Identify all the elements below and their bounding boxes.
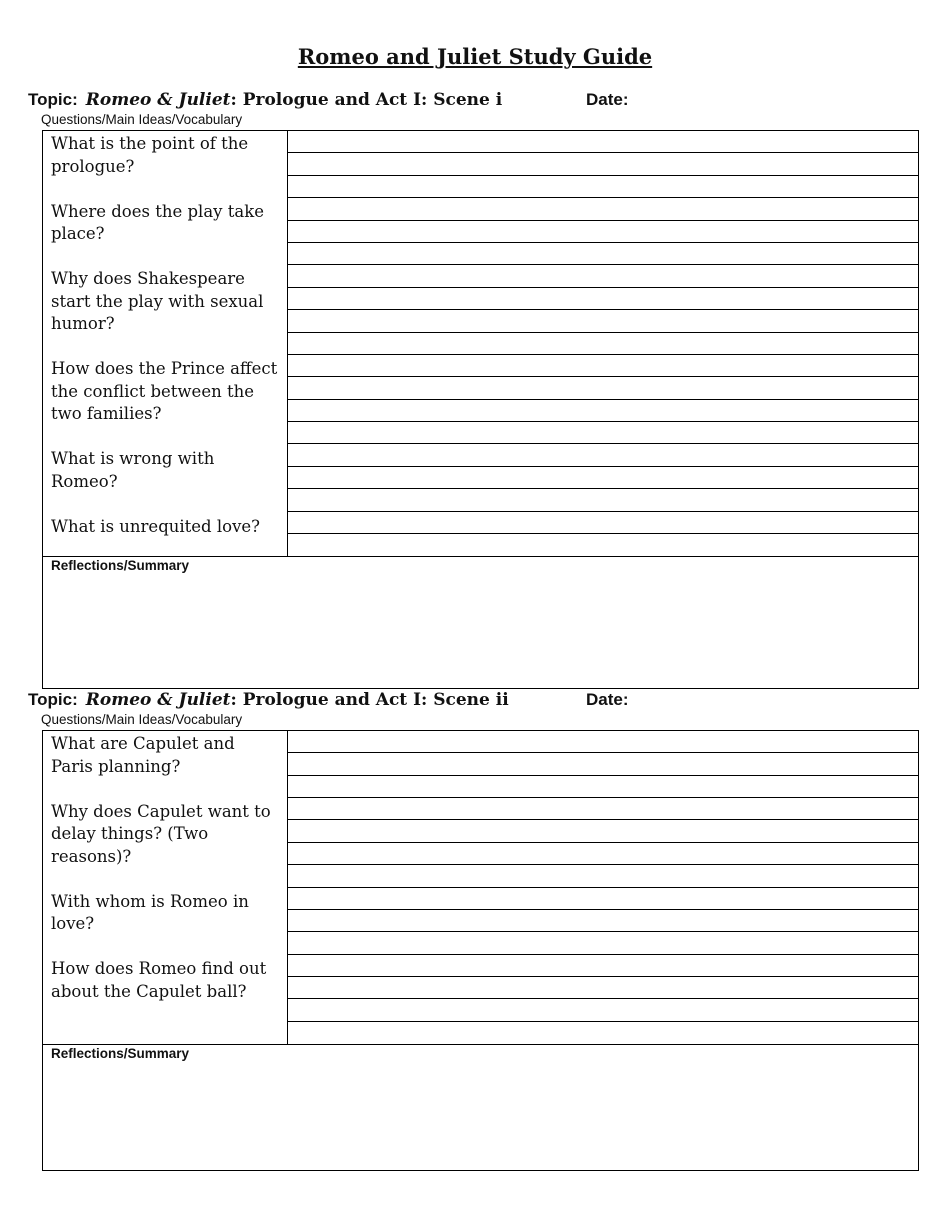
date-label: Date: [586,90,629,109]
answer-line[interactable] [288,198,918,220]
answer-line[interactable] [288,955,918,977]
answer-line[interactable] [288,131,918,153]
answer-line[interactable] [288,865,918,887]
question: What is the point of the prologue? [51,134,249,176]
column-header: Questions/Main Ideas/Vocabulary [41,112,243,127]
answer-line[interactable] [288,1022,918,1044]
topic-line-2 [28,690,928,712]
answer-line[interactable] [288,400,918,422]
reflection-label: Reflections/Summary [51,1046,190,1061]
answer-line[interactable] [288,512,918,534]
answer-line[interactable] [288,977,918,999]
reflection-area[interactable] [43,556,918,689]
question: Where does the play take place? [51,201,264,243]
answer-line[interactable] [288,176,918,198]
question: How does Romeo find out about the Capulet ball? [51,959,267,1001]
answer-line[interactable] [288,444,918,466]
question: Why does Shakespeare start the play with sexual humor? [51,269,264,333]
answer-line[interactable] [288,467,918,489]
answer-line[interactable] [288,888,918,910]
question: How does the Prince affect the conflict between the two families? [51,359,278,423]
question: What is unrequited love? [51,516,261,536]
answer-line[interactable] [288,288,918,310]
answer-line[interactable] [288,422,918,444]
answer-line[interactable] [288,843,918,865]
notes-box-1 [42,130,919,689]
answer-line[interactable] [288,753,918,775]
topic-play-title: Romeo & Juliet [85,90,231,110]
answer-line[interactable] [288,153,918,175]
topic-label: Topic: [28,690,78,709]
questions-column [43,731,288,1044]
answer-line[interactable] [288,377,918,399]
question: What is wrong with Romeo? [51,449,215,491]
answer-line[interactable] [288,999,918,1021]
topic-label: Topic: [28,90,78,109]
page-title: Romeo and Juliet Study Guide [297,44,653,69]
answer-line[interactable] [288,820,918,842]
column-header: Questions/Main Ideas/Vocabulary [41,712,243,727]
answer-line[interactable] [288,731,918,753]
question: What are Capulet and Paris planning? [51,734,235,776]
topic-line-1 [28,90,928,112]
answer-lines [288,731,918,1044]
question: With whom is Romeo in love? [51,891,249,933]
answer-line[interactable] [288,265,918,287]
answer-line[interactable] [288,489,918,511]
notes-box-2 [42,730,919,1171]
questions-column [43,131,288,556]
question: Why does Capulet want to delay things? (Two reasons)? [51,801,271,866]
answer-line[interactable] [288,333,918,355]
answer-line[interactable] [288,355,918,377]
topic-scene: : Prologue and Act I: Scene ii [230,690,509,710]
answer-line[interactable] [288,776,918,798]
reflection-label: Reflections/Summary [51,558,190,573]
topic-play-title: Romeo & Juliet [85,690,231,710]
answer-line[interactable] [288,221,918,243]
answer-line[interactable] [288,910,918,932]
answer-line[interactable] [288,243,918,265]
date-label: Date: [586,690,629,709]
topic-scene: : Prologue and Act I: Scene i [230,90,503,110]
answer-line[interactable] [288,798,918,820]
answer-lines [288,131,918,556]
answer-line[interactable] [288,310,918,332]
answer-line[interactable] [288,932,918,954]
answer-line[interactable] [288,534,918,556]
reflection-area[interactable] [43,1044,918,1171]
